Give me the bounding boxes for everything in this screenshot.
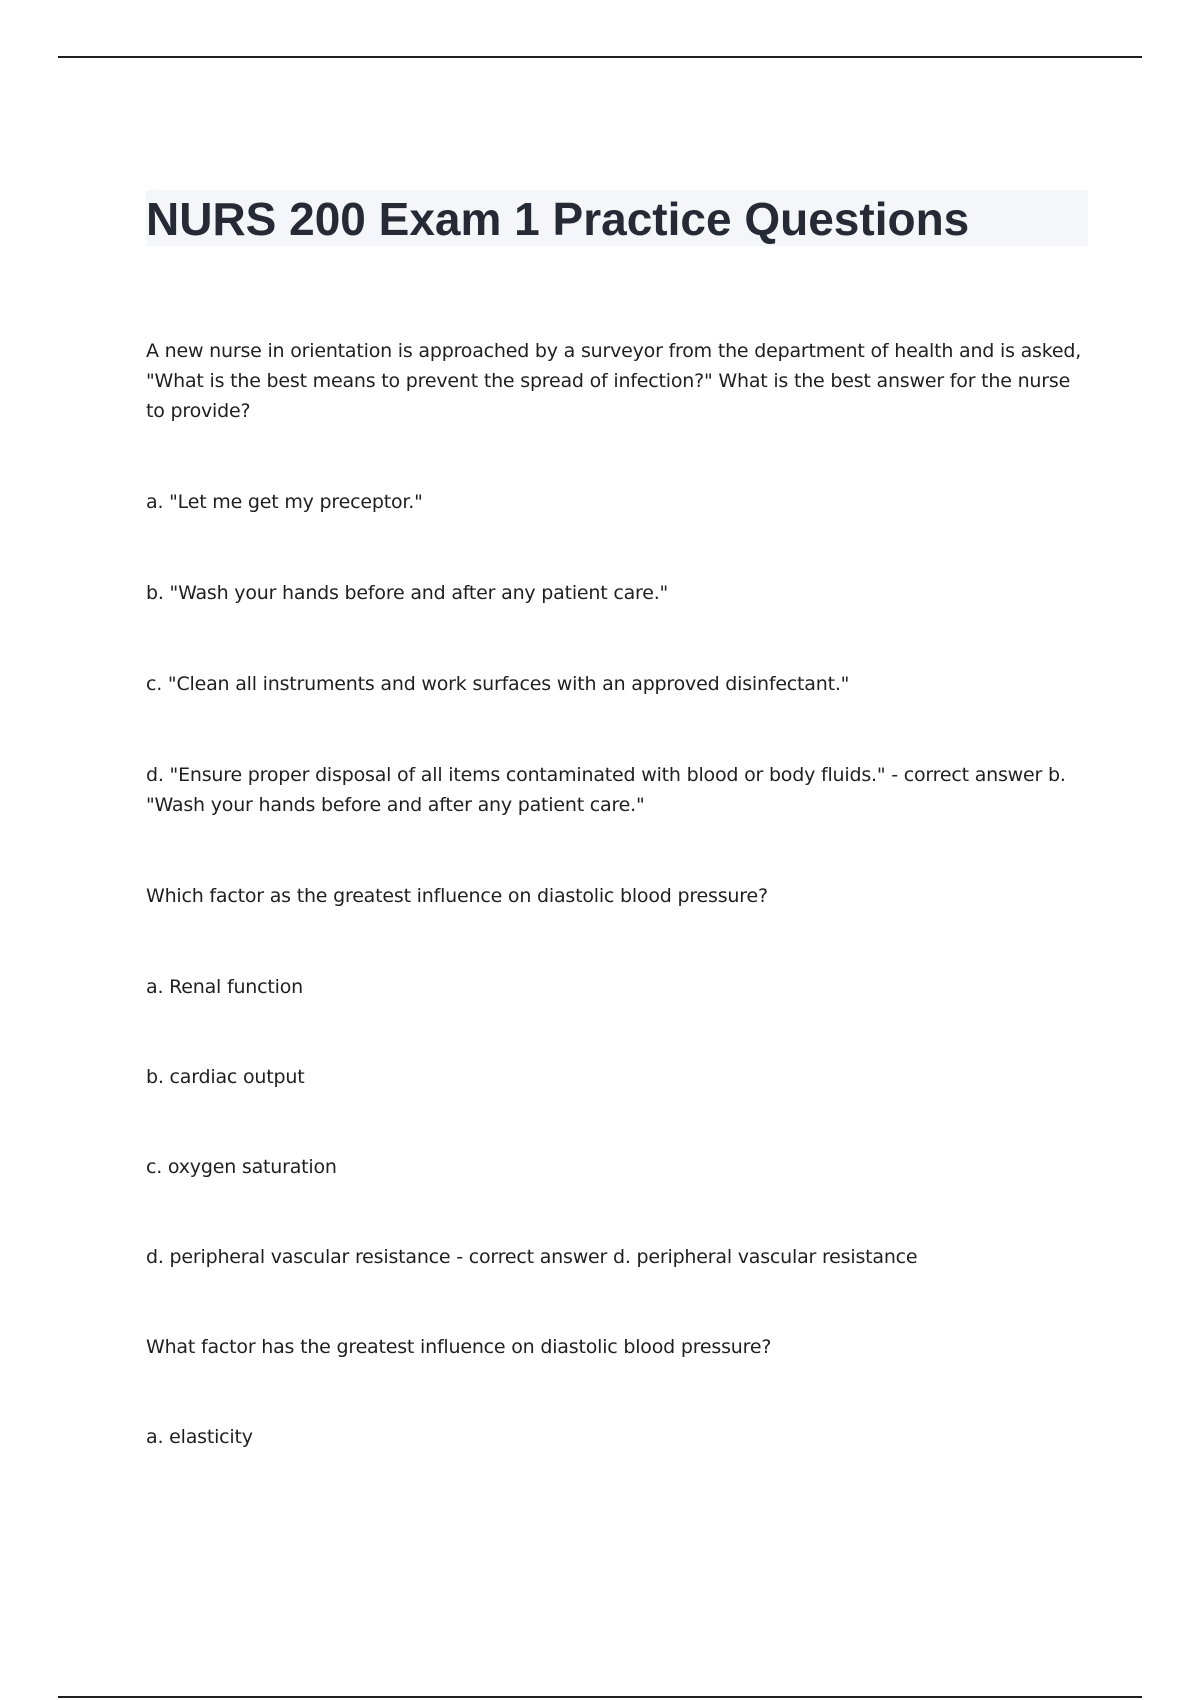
question-3-stem: What factor has the greatest influence on diastolic blood pressure?: [146, 1336, 772, 1358]
question-1-option-a: a. "Let me get my preceptor.": [146, 491, 423, 513]
question-3-option-a: a. elasticity: [146, 1426, 253, 1448]
question-1-option-c: c. "Clean all instruments and work surfaces with an approved disinfectant.": [146, 673, 850, 695]
bottom-rule: [58, 1696, 1142, 1698]
question-1-stem: A new nurse in orientation is approached by a surveyor from the department of health and is asked, "What is the best means to prevent the spread of infection?" What is the best answer for the nurse to provide?: [146, 340, 1082, 422]
top-rule: [58, 56, 1142, 58]
question-2-option-b: b. cardiac output: [146, 1066, 305, 1088]
document-body: [146, 336, 1082, 1512]
question-2-option-d-answer: d. peripheral vascular resistance - correct answer d. peripheral vascular resistance: [146, 1246, 918, 1268]
question-2-stem: Which factor as the greatest influence on diastolic blood pressure?: [146, 885, 768, 907]
question-2-option-a: a. Renal function: [146, 976, 303, 998]
document-title: NURS 200 Exam 1 Practice Questions: [146, 193, 970, 245]
question-1-option-b: b. "Wash your hands before and after any patient care.": [146, 582, 669, 604]
question-2-option-c: c. oxygen saturation: [146, 1156, 337, 1178]
question-1-option-d-answer: d. "Ensure proper disposal of all items contaminated with blood or body fluids." - correct answer b. "Wash your hands before and after any patient care.": [146, 764, 1066, 816]
